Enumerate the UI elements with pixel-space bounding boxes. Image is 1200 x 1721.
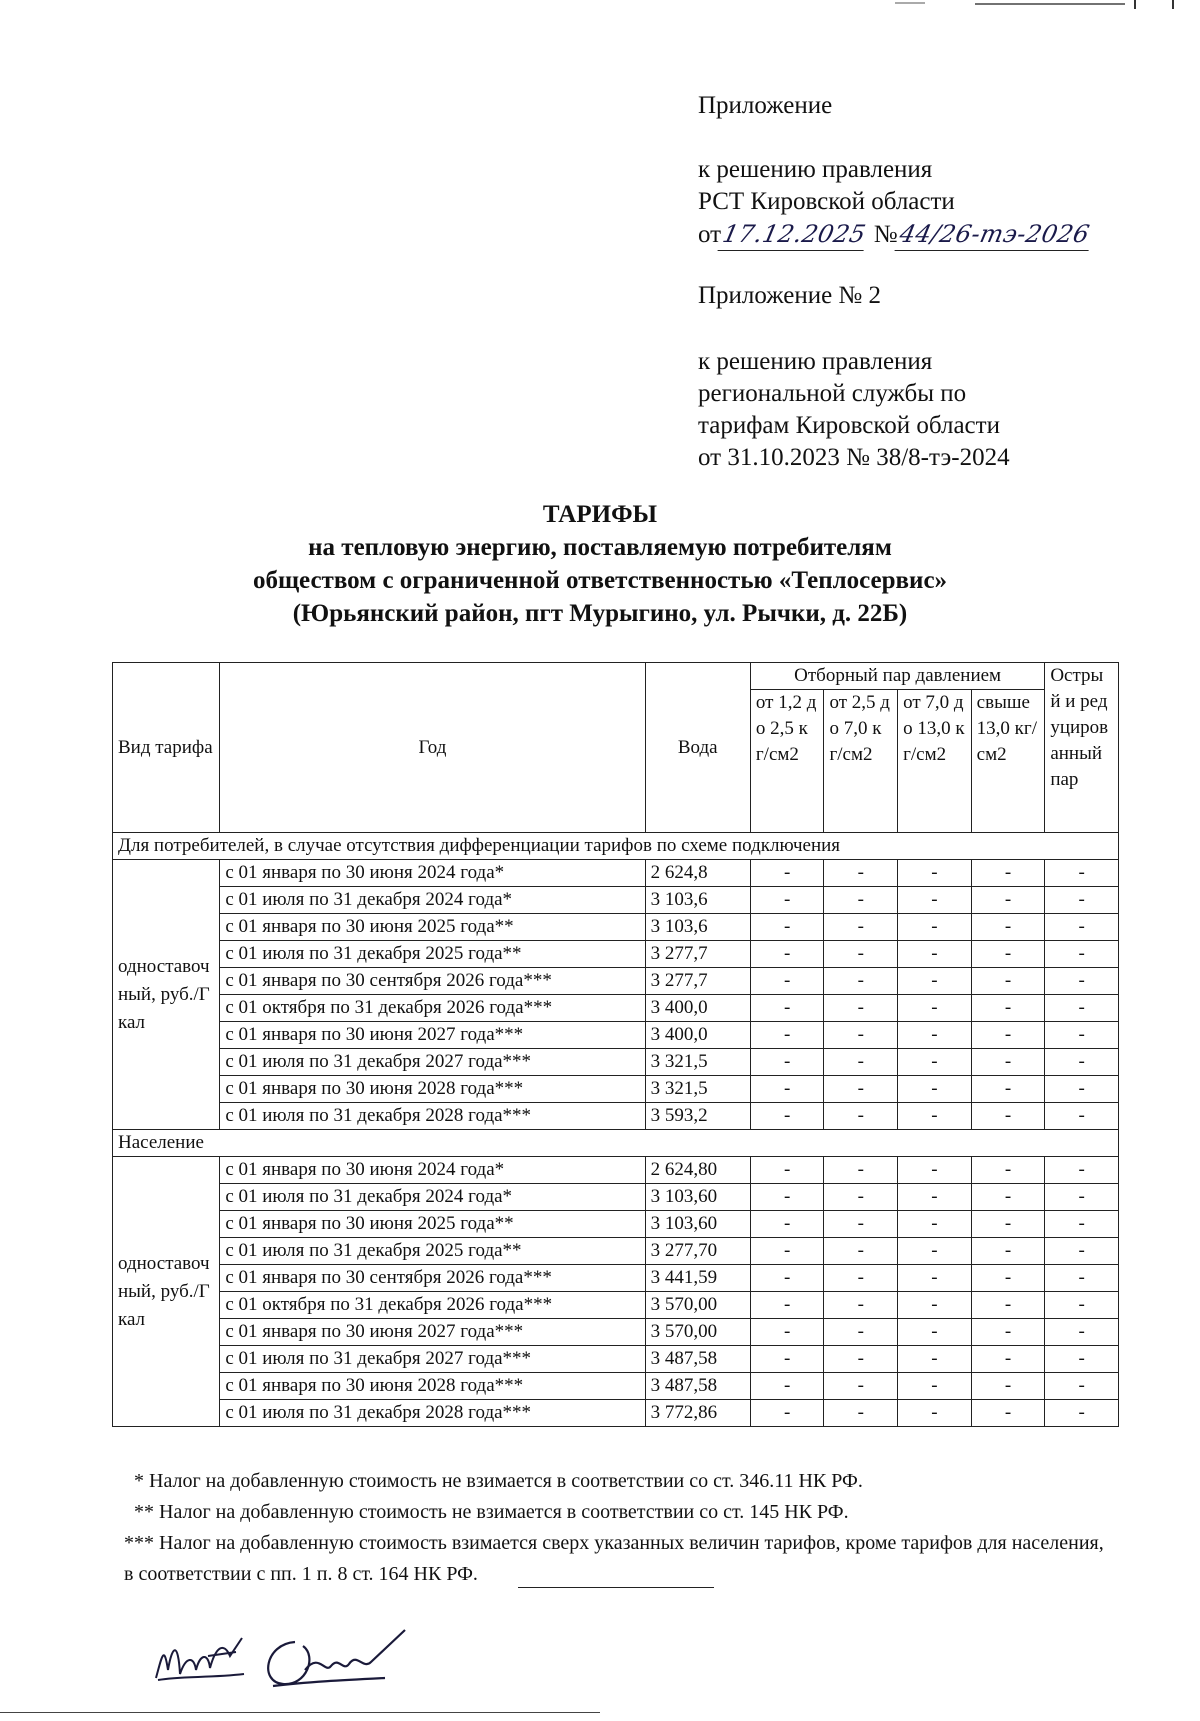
steam-tariff-cell: - (750, 1400, 824, 1427)
steam-tariff-cell: - (1045, 1346, 1119, 1373)
original-date-number: от 31.10.2023 № 38/8-тэ-2024 (698, 444, 1010, 471)
period-cell: с 01 июля по 31 декабря 2024 года* (220, 1184, 645, 1211)
water-tariff-cell: 3 593,2 (645, 1103, 750, 1130)
water-tariff-cell: 3 570,00 (645, 1319, 750, 1346)
date-number-line (698, 218, 1092, 250)
steam-tariff-cell: - (898, 887, 972, 914)
steam-tariff-cell: - (750, 1265, 824, 1292)
handwritten-date: 17.12.2025 (718, 218, 871, 251)
period-cell: с 01 октября по 31 декабря 2026 года*** (220, 995, 645, 1022)
table-row (113, 1022, 1119, 1049)
header-sharp-steam: Острый и редуцированный пар (1045, 663, 1119, 833)
steam-tariff-cell: - (898, 941, 972, 968)
table-row (113, 914, 1119, 941)
steam-tariff-cell: - (898, 1265, 972, 1292)
header-year: Год (220, 663, 645, 833)
title-line-2: на тепловую энергию, поставляемую потребителям (308, 534, 892, 561)
footnote-2: ** Налог на добавленную стоимость не взимается в соответствии со ст. 145 НК РФ. (134, 1501, 849, 1523)
original-authority-line-2: тарифам Кировской области (698, 412, 1000, 439)
steam-tariff-cell: - (824, 1103, 898, 1130)
document-title (0, 498, 1200, 630)
period-cell: с 01 июля по 31 декабря 2025 года** (220, 1238, 645, 1265)
water-tariff-cell: 3 277,7 (645, 968, 750, 995)
period-cell: с 01 января по 30 июня 2027 года*** (220, 1319, 645, 1346)
steam-tariff-cell: - (1045, 1238, 1119, 1265)
steam-tariff-cell: - (1045, 1400, 1119, 1427)
steam-tariff-cell: - (1045, 1292, 1119, 1319)
steam-tariff-cell: - (1045, 1076, 1119, 1103)
water-tariff-cell: 3 487,58 (645, 1373, 750, 1400)
steam-tariff-cell: - (750, 887, 824, 914)
header-steam-4: свыше 13,0 кг/см2 (971, 690, 1045, 833)
table-row (113, 1319, 1119, 1346)
section-title: Население (113, 1130, 1119, 1157)
steam-tariff-cell: - (971, 1211, 1045, 1238)
period-cell: с 01 января по 30 июня 2028 года*** (220, 1373, 645, 1400)
header-tariff-type: Вид тарифа (113, 663, 220, 833)
steam-tariff-cell: - (824, 1238, 898, 1265)
steam-tariff-cell: - (898, 1319, 972, 1346)
steam-tariff-cell: - (750, 1049, 824, 1076)
water-tariff-cell: 3 103,6 (645, 914, 750, 941)
appendix-label: Приложение (698, 92, 833, 119)
table-row (113, 1211, 1119, 1238)
steam-tariff-cell: - (750, 1157, 824, 1184)
steam-tariff-cell: - (750, 941, 824, 968)
steam-tariff-cell: - (750, 1211, 824, 1238)
steam-tariff-cell: - (971, 1373, 1045, 1400)
steam-tariff-cell: - (971, 968, 1045, 995)
steam-tariff-cell: - (971, 887, 1045, 914)
header-steam-3: от 7,0 до 13,0 кг/см2 (898, 690, 972, 833)
footnotes (124, 1466, 1114, 1590)
steam-tariff-cell: - (1045, 887, 1119, 914)
steam-tariff-cell: - (750, 968, 824, 995)
authority-line: РСТ Кировской области (698, 188, 955, 215)
steam-tariff-cell: - (1045, 1184, 1119, 1211)
steam-tariff-cell: - (824, 887, 898, 914)
period-cell: с 01 января по 30 июня 2025 года** (220, 1211, 645, 1238)
table-row (113, 860, 1119, 887)
steam-tariff-cell: - (750, 1346, 824, 1373)
steam-tariff-cell: - (898, 914, 972, 941)
steam-tariff-cell: - (750, 1022, 824, 1049)
steam-tariff-cell: - (898, 1346, 972, 1373)
steam-tariff-cell: - (971, 1076, 1045, 1103)
header-steam-group: Отборный пар давлением (750, 663, 1044, 690)
steam-tariff-cell: - (824, 1184, 898, 1211)
steam-tariff-cell: - (971, 914, 1045, 941)
steam-tariff-cell: - (1045, 1211, 1119, 1238)
table-row (113, 1184, 1119, 1211)
steam-tariff-cell: - (898, 995, 972, 1022)
table-row (113, 1292, 1119, 1319)
water-tariff-cell: 3 103,60 (645, 1184, 750, 1211)
steam-tariff-cell: - (824, 1400, 898, 1427)
steam-tariff-cell: - (1045, 1319, 1119, 1346)
steam-tariff-cell: - (898, 1373, 972, 1400)
steam-tariff-cell: - (824, 1373, 898, 1400)
tariff-type-cell: одноставочный, руб./Гкал (113, 1157, 220, 1427)
table-row (113, 1400, 1119, 1427)
steam-tariff-cell: - (824, 968, 898, 995)
steam-tariff-cell: - (824, 1076, 898, 1103)
period-cell: с 01 июля по 31 декабря 2024 года* (220, 887, 645, 914)
footnote-3: *** Налог на добавленную стоимость взимается сверх указанных величин тарифов, кроме тарифов для населения, в соответствии с пп. 1 п. 8 ст. 164 НК РФ. (124, 1532, 1104, 1585)
table-row (113, 887, 1119, 914)
steam-tariff-cell: - (1045, 1157, 1119, 1184)
steam-tariff-cell: - (1045, 995, 1119, 1022)
original-decision-line: к решению правления (698, 348, 933, 375)
water-tariff-cell: 3 772,86 (645, 1400, 750, 1427)
steam-tariff-cell: - (750, 914, 824, 941)
steam-tariff-cell: - (750, 1319, 824, 1346)
section-header-row (113, 1130, 1119, 1157)
number-sign: № (873, 221, 898, 248)
steam-tariff-cell: - (898, 1022, 972, 1049)
original-decision-reference (698, 346, 1010, 474)
table-row (113, 968, 1119, 995)
steam-tariff-cell: - (824, 1157, 898, 1184)
appendix-2-label-block (698, 280, 881, 312)
table-row (113, 941, 1119, 968)
table-row (113, 995, 1119, 1022)
water-tariff-cell: 2 624,8 (645, 860, 750, 887)
water-tariff-cell: 3 103,6 (645, 887, 750, 914)
steam-tariff-cell: - (971, 1049, 1045, 1076)
steam-tariff-cell: - (898, 1157, 972, 1184)
table-row (113, 1265, 1119, 1292)
title-line-3: обществом с ограниченной ответственностью «Теплосервис» (252, 567, 948, 594)
table-row (113, 1103, 1119, 1130)
period-cell: с 01 июля по 31 декабря 2027 года*** (220, 1049, 645, 1076)
period-cell: с 01 января по 30 июня 2028 года*** (220, 1076, 645, 1103)
period-cell: с 01 января по 30 июня 2024 года* (220, 860, 645, 887)
steam-tariff-cell: - (898, 1049, 972, 1076)
steam-tariff-cell: - (824, 914, 898, 941)
water-tariff-cell: 3 400,0 (645, 1022, 750, 1049)
steam-tariff-cell: - (971, 1157, 1045, 1184)
steam-tariff-cell: - (898, 860, 972, 887)
steam-tariff-cell: - (750, 1238, 824, 1265)
period-cell: с 01 января по 30 июня 2025 года** (220, 914, 645, 941)
table-row (113, 1238, 1119, 1265)
steam-tariff-cell: - (1045, 1103, 1119, 1130)
original-authority-line-1: региональной службы по (698, 380, 967, 407)
period-cell: с 01 января по 30 июня 2024 года* (220, 1157, 645, 1184)
steam-tariff-cell: - (898, 1292, 972, 1319)
period-cell: с 01 января по 30 сентября 2026 года*** (220, 968, 645, 995)
steam-tariff-cell: - (898, 968, 972, 995)
footnote-1: * Налог на добавленную стоимость не взимается в соответствии со ст. 346.11 НК РФ. (134, 1470, 863, 1492)
steam-tariff-cell: - (971, 1346, 1045, 1373)
steam-tariff-cell: - (750, 860, 824, 887)
steam-tariff-cell: - (898, 1076, 972, 1103)
water-tariff-cell: 3 570,00 (645, 1292, 750, 1319)
steam-tariff-cell: - (971, 941, 1045, 968)
steam-tariff-cell: - (971, 1319, 1045, 1346)
steam-tariff-cell: - (971, 1103, 1045, 1130)
scan-bottom-edge (0, 1712, 600, 1713)
section-title: Для потребителей, в случае отсутствия дифференциации тарифов по схеме подключения (113, 833, 1119, 860)
water-tariff-cell: 3 441,59 (645, 1265, 750, 1292)
period-cell: с 01 июля по 31 декабря 2027 года*** (220, 1346, 645, 1373)
water-tariff-cell: 3 103,60 (645, 1211, 750, 1238)
period-cell: с 01 января по 30 сентября 2026 года*** (220, 1265, 645, 1292)
period-cell: с 01 июля по 31 декабря 2028 года*** (220, 1103, 645, 1130)
handwritten-number: 44/26-тэ-2026 (894, 218, 1095, 251)
steam-tariff-cell: - (971, 1184, 1045, 1211)
steam-tariff-cell: - (824, 1265, 898, 1292)
title-main: ТАРИФЫ (542, 501, 658, 528)
scan-edge-marks (895, 0, 1175, 10)
decision-line: к решению правления (698, 156, 933, 183)
steam-tariff-cell: - (971, 1400, 1045, 1427)
steam-tariff-cell: - (750, 1103, 824, 1130)
steam-tariff-cell: - (898, 1400, 972, 1427)
steam-tariff-cell: - (750, 995, 824, 1022)
title-line-4: (Юрьянский район, пгт Мурыгино, ул. Рычки, д. 22Б) (292, 600, 908, 627)
steam-tariff-cell: - (824, 1211, 898, 1238)
steam-tariff-cell: - (1045, 860, 1119, 887)
water-tariff-cell: 2 624,80 (645, 1157, 750, 1184)
from-prefix: от (698, 221, 722, 248)
steam-tariff-cell: - (971, 995, 1045, 1022)
water-tariff-cell: 3 321,5 (645, 1049, 750, 1076)
steam-tariff-cell: - (971, 860, 1045, 887)
steam-tariff-cell: - (824, 1049, 898, 1076)
steam-tariff-cell: - (1045, 1373, 1119, 1400)
steam-tariff-cell: - (1045, 1022, 1119, 1049)
header-steam-1: от 1,2 до 2,5 кг/см2 (750, 690, 824, 833)
table-row (113, 1346, 1119, 1373)
steam-tariff-cell: - (1045, 1265, 1119, 1292)
header-steam-2: от 2,5 до 7,0 кг/см2 (824, 690, 898, 833)
decision-reference (698, 154, 1092, 250)
steam-tariff-cell: - (824, 1319, 898, 1346)
steam-tariff-cell: - (824, 1292, 898, 1319)
period-cell: с 01 октября по 31 декабря 2026 года*** (220, 1292, 645, 1319)
table-row (113, 1373, 1119, 1400)
steam-tariff-cell: - (898, 1238, 972, 1265)
signature-main (255, 1622, 415, 1697)
steam-tariff-cell: - (898, 1103, 972, 1130)
water-tariff-cell: 3 321,5 (645, 1076, 750, 1103)
period-cell: с 01 июля по 31 декабря 2028 года*** (220, 1400, 645, 1427)
period-cell: с 01 июля по 31 декабря 2025 года** (220, 941, 645, 968)
table-row (113, 1049, 1119, 1076)
water-tariff-cell: 3 400,0 (645, 995, 750, 1022)
steam-tariff-cell: - (824, 1346, 898, 1373)
steam-tariff-cell: - (824, 860, 898, 887)
steam-tariff-cell: - (898, 1184, 972, 1211)
period-cell: с 01 января по 30 июня 2027 года*** (220, 1022, 645, 1049)
steam-tariff-cell: - (750, 1076, 824, 1103)
steam-tariff-cell: - (971, 1265, 1045, 1292)
steam-tariff-cell: - (898, 1211, 972, 1238)
tariff-type-cell: одноставочный, руб./Гкал (113, 860, 220, 1130)
steam-tariff-cell: - (1045, 941, 1119, 968)
steam-tariff-cell: - (1045, 968, 1119, 995)
signature-initials (150, 1626, 250, 1696)
steam-tariff-cell: - (750, 1373, 824, 1400)
steam-tariff-cell: - (971, 1238, 1045, 1265)
closing-rule (518, 1587, 714, 1588)
steam-tariff-cell: - (971, 1022, 1045, 1049)
water-tariff-cell: 3 487,58 (645, 1346, 750, 1373)
steam-tariff-cell: - (750, 1292, 824, 1319)
steam-tariff-cell: - (1045, 914, 1119, 941)
tariff-table-body (113, 663, 1119, 1427)
section-header-row (113, 833, 1119, 860)
steam-tariff-cell: - (824, 941, 898, 968)
table-row (113, 1157, 1119, 1184)
steam-tariff-cell: - (824, 995, 898, 1022)
steam-tariff-cell: - (1045, 1049, 1119, 1076)
steam-tariff-cell: - (824, 1022, 898, 1049)
appendix-2-label: Приложение № 2 (698, 282, 882, 309)
header-row-1 (113, 663, 1119, 690)
table-row (113, 1076, 1119, 1103)
steam-tariff-cell: - (971, 1292, 1045, 1319)
steam-tariff-cell: - (750, 1184, 824, 1211)
tariff-table (112, 662, 1119, 1427)
water-tariff-cell: 3 277,7 (645, 941, 750, 968)
water-tariff-cell: 3 277,70 (645, 1238, 750, 1265)
header-water: Вода (645, 663, 750, 833)
appendix-header (698, 90, 832, 122)
